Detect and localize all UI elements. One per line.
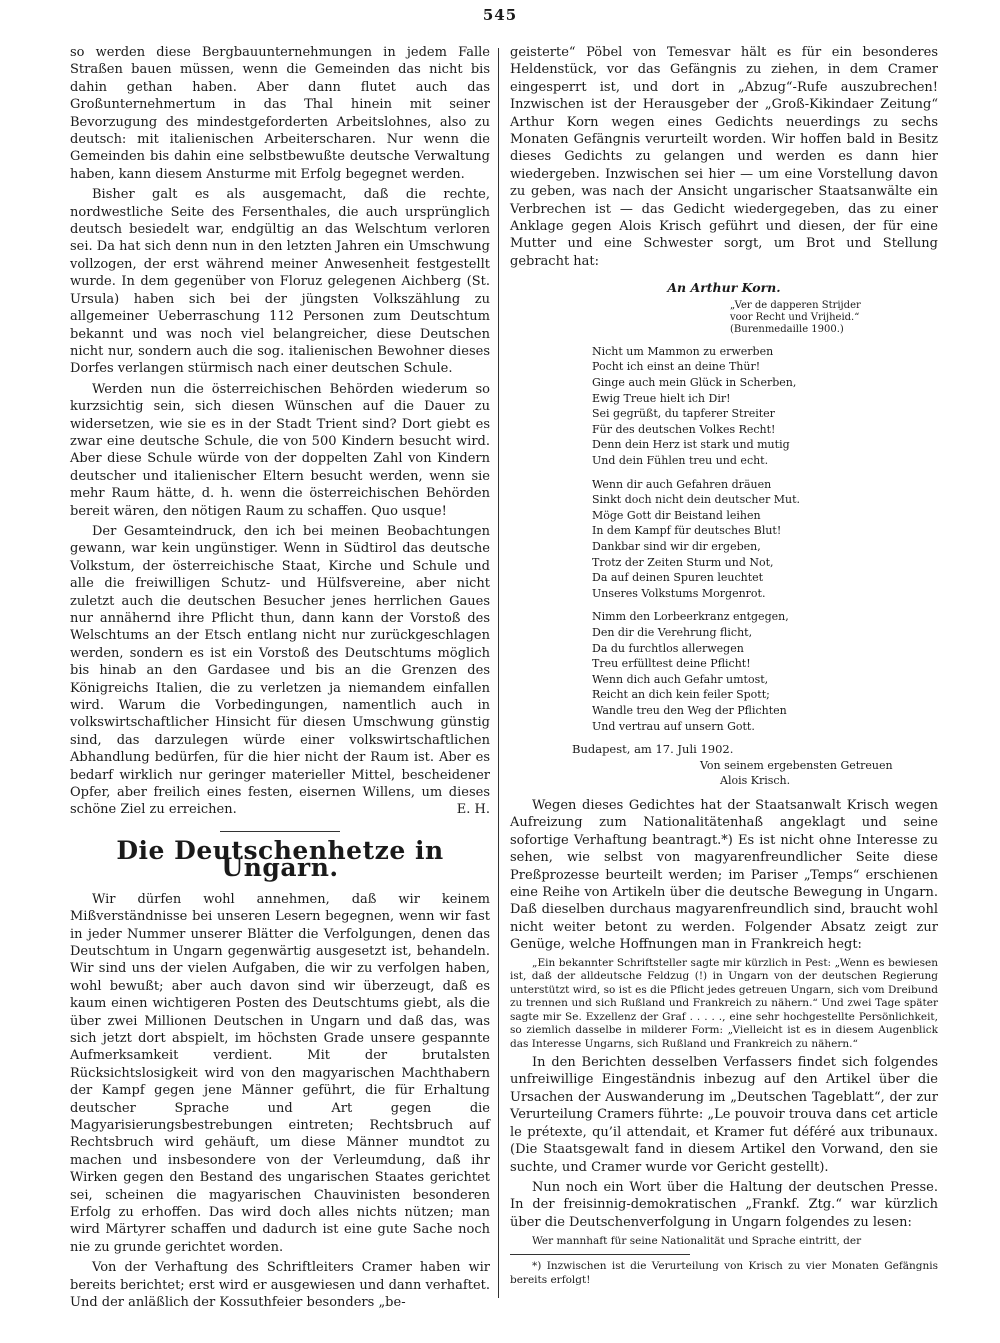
right-column: [510, 44, 938, 1290]
paragraph: In den Berichten desselben Verfassers findet sich folgendes unfreiwillige Eingeständnis inbezug auf den Artikel über die Ursachen der Auswanderung im „Deutschen Tageblatt“, der zur Verurteilung Cramers führte: „Le pouvoir trouva dans cet article le prétexte, qu’il attendait, et Kramer fut déféré aux tribunaux. (Die Staatsgewalt fand in diesem Artikel den Vorwand, den sie suchte, und Cramer wurde vor Gericht gestellt).: [510, 1055, 938, 1175]
poem-line: Pocht ich einst an deine Thür!: [592, 360, 761, 374]
poem-dateline: Budapest, am 17. Juli 1902.: [572, 742, 734, 757]
poem-line: Nicht um Mammon zu erwerben: [592, 344, 774, 358]
poem-title: An Arthur Korn.: [667, 280, 781, 296]
poem-line: Ewig Treue hielt ich Dir!: [592, 391, 731, 405]
poem-line: Wenn dich auch Gefahr umtost,: [592, 672, 769, 686]
poem-line: Da du furchtlos allerwegen: [592, 641, 744, 655]
epigraph-line: „Ver de dapperen Strijder: [730, 299, 861, 311]
poem: [510, 280, 938, 789]
quoted-line: Wer mannhaft für seine Nationalität und Sprache eintritt, der: [532, 1235, 862, 1248]
poem-line: Sinkt doch nicht dein deutscher Mut.: [592, 493, 801, 507]
paragraph: Werden nun die österreichischen Behörden wiederum so kurzsichtig sein, sich diesen Wünschen auf die Dauer zu widersetzen, wie sie es in der Stadt Trient sind? Dort giebt es zwar eine deutsche Schule, die von 500 Kindern besucht wird. Aber diese Schule würde von der doppelten Zahl von Kindern deutscher und italienischer Eltern besucht werden, wenn sie mehr Raum hätte, d. h. wenn die österreichischen Behörden bereit wären, den nötigen Raum zu schaffen. Quo usque!: [70, 381, 490, 519]
poem-line: Dankbar sind wir dir ergeben,: [592, 540, 761, 553]
footnote: *) Inzwischen ist die Verurteilung von Krisch zu vier Monaten Gefängnis bereits erfolgt!: [510, 1260, 938, 1287]
poem-line: Für des deutschen Volkes Recht!: [592, 422, 776, 436]
article-headline: Die Deutschenhetze in Ungarn.: [116, 835, 444, 883]
poem-dedication: Von seinem ergebensten Getreuen: [700, 758, 893, 772]
column-divider: [498, 48, 499, 1298]
paragraph: Wegen dieses Gedichtes hat der Staatsanwalt Krisch wegen Aufreizung zum Nationalitätenhaß angeklagt und seine sofortige Verhaftung beantragt.*) Es ist nicht ohne Interesse zu sehen, wie selbst von magyarenfreundlicher Seite diese Preßprozesse beurteilt werden; im Pariser „Temps“ erschienen eine Reihe von Artikeln über die deutsche Bewegung in Ungarn. Daß dieselben durchaus magyarenfreundlich sind, braucht wohl nicht weiter betont zu werden. Folgender Absatz zeigt zur Genüge, welche Hoffnungen man in Frankreich hegt:: [510, 797, 938, 953]
paragraph: Bisher galt es als ausgemacht, daß die rechte, nordwestliche Seite des Fersenthales, die auch ursprünglich deutsch besiedelt war, endgültig an das Welschtum verloren sei. Da hat sich denn nun in den letzten Jahren ein Umschwung vollzogen, der erst während meiner Anwesenheit festgestellt wurde. In dem gegenüber von Floruz gelegenen Aichberg (St. Ursula) haben sich bei der jüngsten Volkszählung zu allgemeiner Ueberraschung 112 Personen zum Deutschtum bekannt und was noch viel belangreicher, diese Deutschen nicht nur, sondern auch die sog. italienischen Bewohner dieses Dorfes verlangen stürmisch nach einer deutschen Schule.: [70, 187, 490, 377]
poem-epigraph: [730, 300, 938, 336]
epigraph-line: voor Recht und Vrijheid.“: [730, 311, 860, 323]
article-separator: [220, 831, 340, 832]
poem-line: Ginge auch mein Glück in Scherben,: [592, 376, 797, 390]
poem-author: Alois Krisch.: [720, 774, 791, 788]
poem-line: Wenn dir auch Gefahren dräuen: [592, 477, 772, 491]
paragraph-text: Der Gesamteindruck, den ich bei meinen Beobachtungen gewann, war kein ungünstiger. Wenn in Südtirol das deutsche Volkstum, der österreichische Staat, Kirche und Schule und alle die freiwilligen Schutz- und Hülfsvereine, aber nicht zuletzt auch die deutschen Besucher jenes herrlichen Gaues nur annähernd ihre Pflicht thun, dann kann der Vorstoß des Welschtums an der Etsch entlang nicht nur zurückgeschlagen werden, sondern es ist ein Vorstoß des Deutschtums möglich bis hinab an den Gardasee und bis an die Grenzen des Königreichs Italien, die zu verletzen ja niemandem einfallen wird. Warum die Vorbedingungen, namentlich auch in volkswirtschaftlicher Hinsicht für diesen Umschwung günstig sind, das darzulegen würde einer volkswirtschaftlichen Abhandlung bedürfen, für die hier nicht der Raum ist. Aber es bedarf wirklich nur geringer materieller Mittel, bescheidener Opfer, aber freilich eines festen, eisernen Willens, um dieses schöne Ziel zu erreichen.: [70, 523, 490, 818]
poem-line: Möge Gott dir Beistand leihen: [592, 508, 761, 522]
poem-line: Wandle treu den Weg der Pflichten: [592, 703, 787, 717]
poem-stanza: [592, 609, 938, 734]
block-quote: „Ein bekannter Schriftsteller sagte mir kürzlich in Pest: „Wenn es bewiesen ist, daß der alldeutsche Feldzug (!) in Ungarn von der deutschen Regierung unterstützt wird, so ist es die Pflicht jedes getreuen Ungarn, sich vom Dreibund zu trennen und sich Rußland und Frankreich zu nähern.“ Und zwei Tage später sagte mir Se. Exzellenz der Graf . . . . ., eine sehr hochgestellte Persönlichkeit, so ziemlich dasselbe in milderer Form: „Vielleicht ist es in diesem Augenblick das Interesse Ungarns, sich Rußland und Frankreich zu nähern.“: [510, 956, 938, 1050]
author-signature: E. H.: [456, 802, 490, 818]
poem-stanza: [592, 477, 938, 602]
poem-line: In dem Kampf für deutsches Blut!: [592, 524, 782, 538]
paragraph: Von der Verhaftung des Schriftleiters Cramer haben wir bereits berichtet; erst wird er ausgewiesen und dann verhaftet. Und der anläßlich der Kossuthfeier besonders „be-: [70, 1260, 490, 1311]
paragraph: so werden diese Bergbauunternehmungen in jedem Falle Straßen bauen müssen, wenn die Gemeinden das nicht bis dahin gethan haben. Aber dann flutet auch das Großunternehmertum in das Thal hinein mit seiner Bevorzugung des mindestgeforderten Arbeitslohnes, also zu deutsch: mit italienischen Arbeiterscharen. Nur wenn die Gemeinden bis dahin eine selbstbewußte deutsche Verwaltung haben, kann diesem Ansturme mit Erfolg begegnet werden.: [70, 45, 490, 182]
poem-line: Den dir die Verehrung flicht,: [592, 625, 753, 639]
poem-line: Da auf deinen Spuren leuchtet: [592, 571, 764, 585]
paragraph: Nun noch ein Wort über die Haltung der deutschen Presse. In der freisinnig-demokratischen „Frankf. Ztg.“ war kürzlich über die Deutschenverfolgung in Ungarn folgendes zu lesen:: [510, 1179, 938, 1230]
footnote-rule: [510, 1254, 690, 1255]
poem-line: Und vertrau auf unsern Gott.: [592, 719, 755, 733]
paragraph: Wir dürfen wohl annehmen, daß wir keinem Mißverständnisse bei unseren Lesern begegnen, wenn wir fast in jeder Nummer unserer Blätter die Verfolgungen, denen das Deutschtum in Ungarn gegenwärtig ausgesetzt ist, behandeln. Wir sind uns der vielen Aufgaben, die wir zu verfolgen haben, wohl bewußt; aber auch davon sind wir überzeugt, daß es kaum einen wichtigeren Posten des Deutschtums giebt, als die über zwei Millionen Deutschen in Ungarn und daß das, was sich jetzt dort abspielt, im höchsten Grade unsere gespannte Aufmerksamkeit verdient. Mit der brutalsten Rücksichtslosigkeit wird von den magyarischen Machthabern der Kampf gegen jene Männer geführt, die für Erhaltung deutscher Sprache und Art gegen die Magyarisierungsbestrebungen eintreten; Rechtsbruch auf Rechtsbruch wird gehäuft, um diese Männer mundtot zu machen und insbesondere von der Verleumdung, daß ihr Wirken gegen den Bestand des ungarischen Staates gerichtet sei, scheinen die magyarischen Chauvinisten besonderen Erfolg zu erhoffen. Das wird doch alles nichts nützen; man wird Märtyrer schaffen und dadurch ist eine gute Sache noch nie zu grunde gerichtet worden.: [70, 891, 490, 1255]
poem-line: Sei gegrüßt, du tapferer Streiter: [592, 407, 775, 421]
poem-line: Treu erfülltest deine Pflicht!: [592, 657, 751, 671]
poem-line: Unseres Volkstums Morgenrot.: [592, 586, 766, 600]
poem-line: Nimm den Lorbeerkranz entgegen,: [592, 610, 789, 624]
poem-line: Und dein Fühlen treu und echt.: [592, 454, 769, 468]
poem-line: Denn dein Herz ist stark und mutig: [592, 438, 790, 452]
poem-line: Trotz der Zeiten Sturm und Not,: [592, 555, 774, 569]
paragraph: geisterte“ Pöbel von Temesvar hält es für ein besonderes Heldenstück, vor das Gefängnis zu ziehen, in dem Cramer eingesperrt ist, und dort in „Abzug“-Rufe auszubrechen! Inzwischen ist der Herausgeber der „Groß-Kikindaer Zeitung“ Arthur Korn wegen eines Gedichts neuerdings zu sechs Monaten Gefängnis verurteilt worden. Wir hoffen bald in Besitz dieses Gedichts zu gelangen und werden es dann hier wiedergeben. Inzwischen sei hier — um eine Vorstellung davon zu geben, was nach der Ansicht ungarischer Staatsanwälte ein Verbrechen ist — das Gedicht wiedergegeben, das zu einer Anklage gegen Alois Krisch geführt und diesen, der für eine Mutter und eine Schwester sorgt, um Brot und Stellung gebracht hat:: [510, 45, 938, 269]
poem-stanza: [592, 344, 938, 469]
poem-line: Reicht an dich kein feiler Spott;: [592, 688, 770, 702]
epigraph-line: (Burenmedaille 1900.): [730, 323, 844, 335]
page-number: 545: [482, 6, 518, 24]
paragraph: [70, 523, 490, 819]
left-column: [70, 44, 490, 1314]
